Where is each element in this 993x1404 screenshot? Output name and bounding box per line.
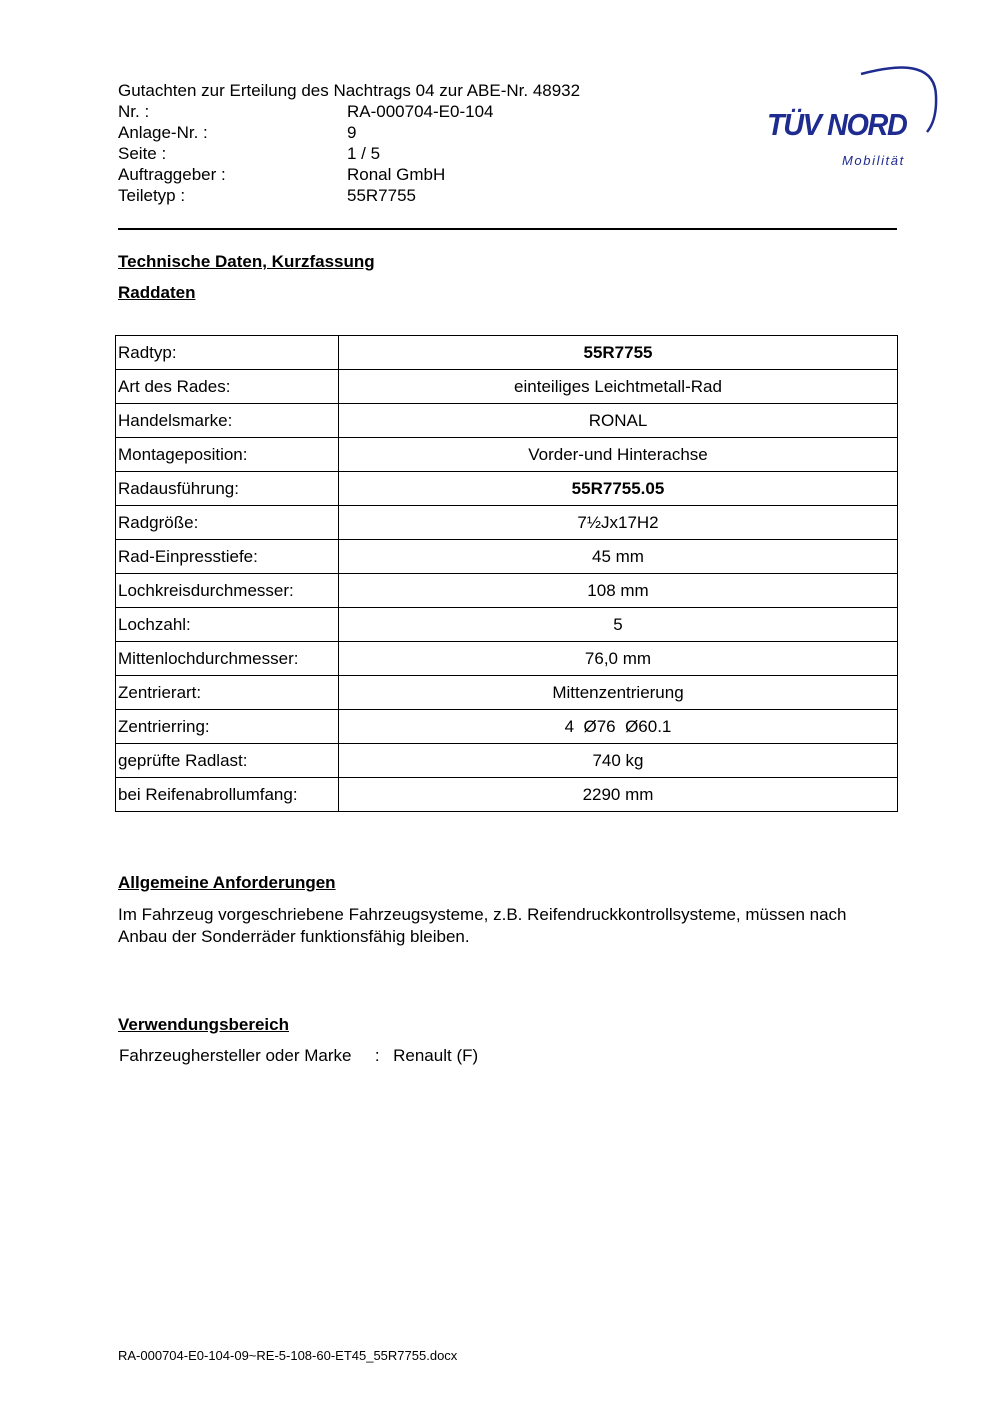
usage-separator: : bbox=[374, 1046, 380, 1065]
logo-subline: Mobilität bbox=[842, 153, 905, 168]
usage-value: Renault (F) bbox=[393, 1046, 479, 1065]
header-divider bbox=[118, 228, 897, 230]
usage-line bbox=[119, 1046, 478, 1066]
spec-value: 76,0 mm bbox=[339, 642, 898, 676]
spec-value: 5 bbox=[339, 608, 898, 642]
table-row bbox=[116, 438, 898, 472]
header-value: 55R7755 bbox=[347, 186, 417, 205]
spec-label: Rad-Einpresstiefe: bbox=[116, 540, 339, 574]
logo-wordmark: TÜV NORD bbox=[767, 107, 907, 142]
table-row bbox=[116, 540, 898, 574]
header-value: Ronal GmbH bbox=[347, 165, 446, 184]
requirements-paragraph: Im Fahrzeug vorgeschriebene Fahrzeugsysteme, z.B. Reifendruckkontrollsysteme, müssen nach Anbau der Sonderräder funktionsfähig bleiben. bbox=[118, 905, 847, 946]
table-row bbox=[116, 404, 898, 438]
usage-label: Fahrzeughersteller oder Marke bbox=[119, 1046, 352, 1065]
spec-label: Lochzahl: bbox=[116, 608, 339, 642]
table-row bbox=[116, 642, 898, 676]
table-row bbox=[116, 744, 898, 778]
header-value: 1 / 5 bbox=[347, 144, 381, 163]
tuv-nord-logo bbox=[765, 58, 940, 173]
spec-label: Montageposition: bbox=[116, 438, 339, 472]
spec-label: Zentrierring: bbox=[116, 710, 339, 744]
header-label: Anlage-Nr. : bbox=[118, 123, 208, 142]
table-row bbox=[116, 710, 898, 744]
header-label: Seite : bbox=[118, 144, 167, 163]
spec-label: Handelsmarke: bbox=[116, 404, 339, 438]
table-row bbox=[116, 778, 898, 812]
document-title: Gutachten zur Erteilung des Nachtrags 04 zur ABE-Nr. 48932 bbox=[118, 81, 581, 100]
table-row bbox=[116, 370, 898, 404]
header-row-seite bbox=[118, 143, 678, 164]
spec-value: 740 kg bbox=[339, 744, 898, 778]
wheel-specs-table bbox=[115, 335, 898, 812]
spec-label: Lochkreisdurchmesser: bbox=[116, 574, 339, 608]
spec-value: einteiliges Leichtmetall-Rad bbox=[339, 370, 898, 404]
document-header bbox=[118, 80, 678, 206]
table-row bbox=[116, 608, 898, 642]
spec-label: bei Reifenabrollumfang: bbox=[116, 778, 339, 812]
spec-label: Art des Rades: bbox=[116, 370, 339, 404]
spec-value: Vorder-und Hinterachse bbox=[339, 438, 898, 472]
footer-filename: RA-000704-E0-104-09~RE-5-108-60-ET45_55R7755.docx bbox=[118, 1348, 458, 1363]
spec-value: 7½Jx17H2 bbox=[339, 506, 898, 540]
header-row-anlage bbox=[118, 122, 678, 143]
header-value: 9 bbox=[347, 123, 357, 142]
header-row-nr bbox=[118, 101, 678, 122]
spec-label: geprüfte Radlast: bbox=[116, 744, 339, 778]
section-heading-wheel: Raddaten bbox=[118, 283, 196, 302]
spec-label: Zentrierart: bbox=[116, 676, 339, 710]
table-row bbox=[116, 574, 898, 608]
spec-value: 108 mm bbox=[339, 574, 898, 608]
table-row bbox=[116, 472, 898, 506]
spec-label: Radtyp: bbox=[116, 336, 339, 370]
spec-label: Radausführung: bbox=[116, 472, 339, 506]
spec-value: 45 mm bbox=[339, 540, 898, 574]
section-heading-technical: Technische Daten, Kurzfassung bbox=[118, 252, 375, 271]
header-value: RA-000704-E0-104 bbox=[347, 102, 494, 121]
spec-value: 2290 mm bbox=[339, 778, 898, 812]
section-heading-usage: Verwendungsbereich bbox=[118, 1015, 289, 1034]
header-row-teiletyp bbox=[118, 185, 678, 206]
spec-value: 55R7755.05 bbox=[339, 472, 898, 506]
spec-value: 4 Ø76 Ø60.1 bbox=[339, 710, 898, 744]
header-label: Auftraggeber : bbox=[118, 165, 226, 184]
header-label: Nr. : bbox=[118, 102, 150, 121]
section-heading-requirements: Allgemeine Anforderungen bbox=[118, 873, 336, 892]
table-row bbox=[116, 336, 898, 370]
spec-label: Mittenlochdurchmesser: bbox=[116, 642, 339, 676]
spec-value: RONAL bbox=[339, 404, 898, 438]
header-row-auftraggeber bbox=[118, 164, 678, 185]
spec-value: 55R7755 bbox=[339, 336, 898, 370]
table-row bbox=[116, 676, 898, 710]
spec-label: Radgröße: bbox=[116, 506, 339, 540]
table-row bbox=[116, 506, 898, 540]
header-label: Teiletyp : bbox=[118, 186, 186, 205]
spec-value: Mittenzentrierung bbox=[339, 676, 898, 710]
